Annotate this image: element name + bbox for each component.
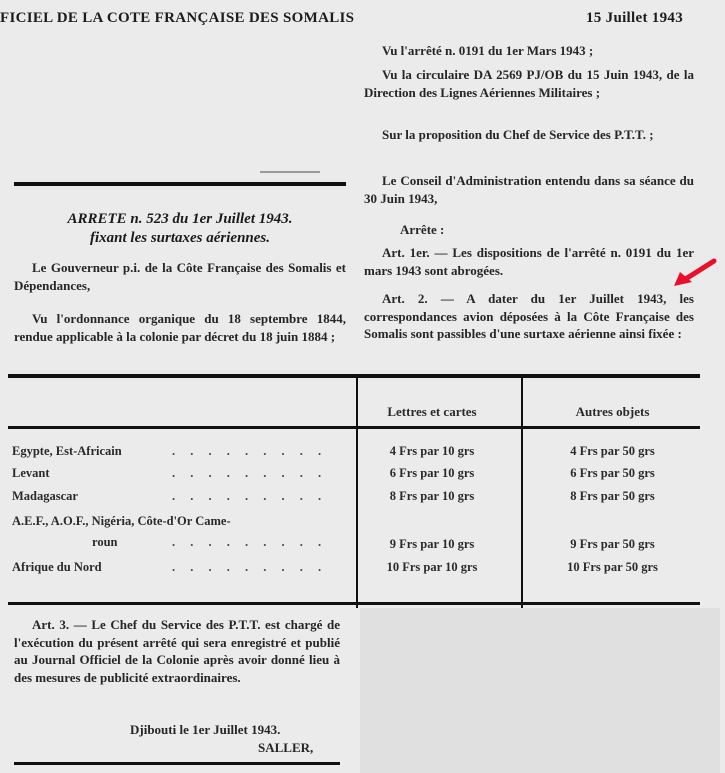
sur-proposition: Sur la proposition du Chef de Service des P.T.T. ; — [382, 127, 654, 142]
article-2: Art. 2. — A dater du 1er Juillet 1943, les correspondances avion déposées à la Côte Française des Somalis sont passibles d'une surtaxe aérienne ainsi fixée : — [364, 291, 694, 341]
rate-lettres: 6 Frs par 10 grs — [389, 466, 475, 480]
destination: A.E.F., A.O.F., Nigéria, Côte-d'Or Came- — [12, 514, 231, 528]
preamble-ordonnance: Vu l'ordonnance organique du 18 septembre 1844, rendue applicable à la colonie par décret du 18 juin 1884 ; — [14, 311, 346, 344]
destination-continued: roun — [92, 535, 118, 549]
header-lettres-cartes: Lettres et cartes — [387, 404, 477, 419]
arrete-title-line1: ARRETE n. 523 du 1er Juillet 1943. — [67, 211, 293, 227]
blank-print-area — [360, 608, 720, 773]
rate-autres: 4 Frs par 50 grs — [570, 444, 655, 458]
destination: Afrique du Nord — [12, 560, 102, 574]
leader-dots: . . . . . . . . . — [172, 489, 328, 503]
table-bottom-rule — [8, 602, 700, 605]
table-row — [0, 444, 725, 463]
rate-autres: 8 Frs par 50 grs — [570, 489, 655, 503]
footer-rule — [14, 762, 340, 765]
table-row — [0, 560, 725, 579]
table-top-rule — [8, 374, 700, 378]
table-row — [0, 489, 725, 508]
place-date: Djibouti le 1er Juillet 1943. — [130, 722, 281, 737]
journal-title: FICIEL DE LA COTE FRANÇAISE DES SOMALIS — [0, 10, 355, 26]
arrete-title — [14, 210, 346, 248]
leader-dots: . . . . . . . . . — [172, 444, 328, 458]
rate-lettres: 4 Frs par 10 grs — [389, 444, 475, 458]
leader-dots: . . . . . . . . . — [172, 560, 328, 574]
small-divider — [260, 171, 320, 173]
leader-dots: . . . . . . . . . — [172, 466, 328, 480]
red-arrow-icon — [672, 258, 717, 288]
vu-circulaire: Vu la circulaire DA 2569 PJ/OB du 15 Juin 1943, de la Direction des Lignes Aériennes Militaires ; — [364, 67, 694, 100]
table-row — [0, 466, 725, 485]
section-divider — [14, 182, 346, 186]
rate-autres: 10 Frs par 50 grs — [567, 560, 658, 574]
header-autres-objets: Autres objets — [575, 404, 650, 419]
arrete-label: Arrête : — [400, 222, 445, 237]
conseil-administration: Le Conseil d'Administration entendu dans sa séance du 30 Juin 1943, — [364, 173, 694, 206]
preamble-gouverneur: Le Gouverneur p.i. de la Côte Française des Somalis et Dépendances, — [14, 260, 346, 293]
destination: Levant — [12, 466, 50, 480]
table-header-rule — [8, 426, 700, 429]
table-row — [0, 514, 725, 554]
destination: Egypte, Est-Africain — [12, 444, 122, 458]
leader-dots: . . . . . . . . . — [172, 535, 328, 549]
vu-arrete-0191: Vu l'arrêté n. 0191 du 1er Mars 1943 ; — [382, 43, 594, 58]
arrete-title-line2: fixant les surtaxes aériennes. — [89, 230, 270, 246]
rate-autres: 9 Frs par 50 grs — [570, 537, 655, 551]
article-1: Art. 1er. — Les dispositions de l'arrêté n. 0191 du 1er mars 1943 sont abrogées. — [364, 245, 694, 278]
rate-lettres: 10 Frs par 10 grs — [386, 560, 478, 574]
page-header — [0, 6, 725, 30]
rate-lettres: 8 Frs par 10 grs — [389, 489, 475, 503]
rate-lettres: 9 Frs par 10 grs — [389, 537, 475, 551]
faded-bleed-area — [12, 38, 347, 168]
signature: SALLER, — [258, 740, 314, 755]
rate-autres: 6 Frs par 50 grs — [570, 466, 655, 480]
issue-date: 15 Juillet 1943 — [586, 10, 683, 26]
article-3: Art. 3. — Le Chef du Service des P.T.T. est chargé de l'exécution du présent arrêté qui sera enregistré et publié au Journal Officiel de la Colonie après avoir donné lieu à des mesures de publicité extraordinaires. — [14, 617, 340, 685]
destination: Madagascar — [12, 489, 78, 503]
